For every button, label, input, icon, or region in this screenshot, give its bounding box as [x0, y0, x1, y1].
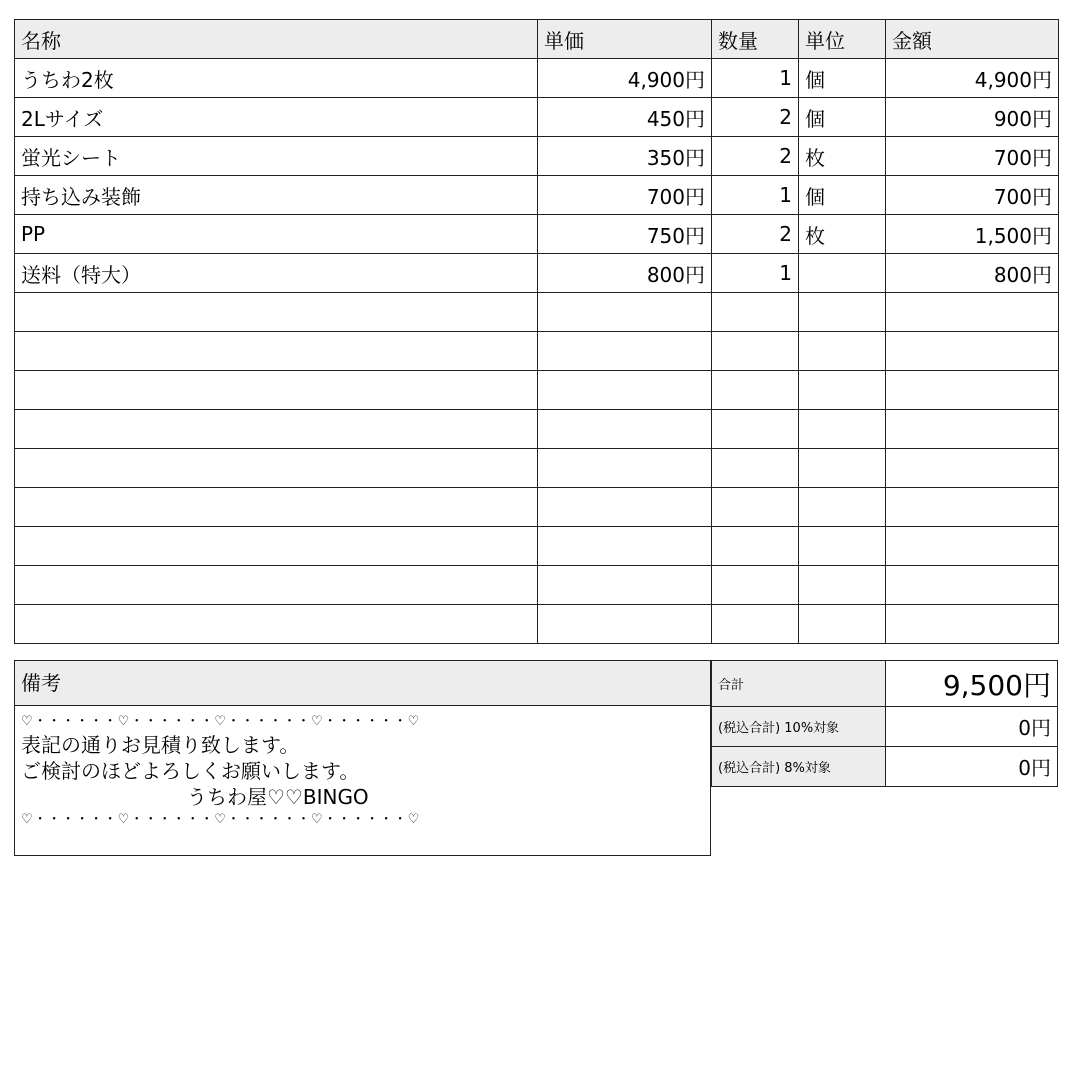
cell-unit: [799, 449, 886, 488]
cell-unit-price: [538, 605, 712, 644]
cell-name: 送料（特大）: [15, 254, 538, 293]
cell-unit: [799, 566, 886, 605]
cell-quantity: [712, 371, 799, 410]
table-row: [15, 293, 1059, 332]
table-row: [15, 137, 1059, 176]
cell-unit: 個: [799, 98, 886, 137]
cell-amount: 800円: [886, 254, 1059, 293]
remarks-line-2: ご検討のほどよろしくお願いします。: [21, 759, 360, 783]
cell-quantity: 1: [712, 254, 799, 293]
cell-unit: 枚: [799, 137, 886, 176]
cell-unit-price: 4,900円: [538, 59, 712, 98]
table-row: [15, 449, 1059, 488]
tax8-label: (税込合計) 8%対象: [712, 747, 886, 787]
tax10-label: (税込合計) 10%対象: [712, 707, 886, 747]
cell-amount: [886, 605, 1059, 644]
cell-amount: [886, 488, 1059, 527]
header-unit-price: 単価: [538, 20, 712, 59]
cell-name: [15, 293, 538, 332]
cell-amount: 4,900円: [886, 59, 1059, 98]
cell-unit: [799, 605, 886, 644]
cell-unit: 個: [799, 59, 886, 98]
total-label: 合計: [712, 661, 886, 707]
cell-name: [15, 527, 538, 566]
cell-unit-price: [538, 371, 712, 410]
cell-unit-price: [538, 449, 712, 488]
cell-unit: [799, 410, 886, 449]
remarks-line-1: 表記の通りお見積り致します。: [21, 733, 300, 757]
cell-quantity: [712, 293, 799, 332]
cell-name: [15, 449, 538, 488]
total-value: 9,500円: [886, 661, 1058, 707]
cell-unit: [799, 293, 886, 332]
tax8-value: 0円: [886, 747, 1058, 787]
cell-unit-price: [538, 527, 712, 566]
heart-divider-top: ♡・・・・・・♡・・・・・・♡・・・・・・♡・・・・・・♡: [21, 714, 421, 729]
cell-unit-price: 750円: [538, 215, 712, 254]
cell-quantity: [712, 605, 799, 644]
line-items-table: [14, 19, 1059, 644]
cell-name: うちわ2枚: [15, 59, 538, 98]
cell-amount: [886, 332, 1059, 371]
cell-unit-price: [538, 566, 712, 605]
table-row: [15, 176, 1059, 215]
cell-amount: [886, 527, 1059, 566]
summary-table: [711, 660, 1058, 787]
cell-name: [15, 410, 538, 449]
cell-amount: [886, 449, 1059, 488]
cell-unit-price: [538, 488, 712, 527]
cell-name: 2Lサイズ: [15, 98, 538, 137]
header-name: 名称: [15, 20, 538, 59]
header-row: [15, 20, 1059, 59]
tax10-row: [712, 707, 1058, 747]
cell-unit: [799, 254, 886, 293]
cell-name: [15, 566, 538, 605]
line-items-body: [15, 59, 1059, 644]
cell-unit: 個: [799, 176, 886, 215]
cell-unit-price: 450円: [538, 98, 712, 137]
table-row: [15, 605, 1059, 644]
cell-unit: [799, 371, 886, 410]
remarks-label: 備考: [14, 660, 711, 706]
cell-quantity: [712, 566, 799, 605]
cell-amount: 1,500円: [886, 215, 1059, 254]
cell-name: [15, 488, 538, 527]
cell-unit-price: [538, 332, 712, 371]
cell-quantity: [712, 449, 799, 488]
cell-quantity: [712, 488, 799, 527]
remarks-signature: うちわ屋♡♡BINGO: [187, 785, 369, 809]
cell-unit: [799, 332, 886, 371]
table-row: [15, 98, 1059, 137]
total-row: [712, 661, 1058, 707]
cell-unit-price: 800円: [538, 254, 712, 293]
cell-amount: [886, 371, 1059, 410]
remarks-box: [14, 660, 711, 856]
cell-quantity: 2: [712, 137, 799, 176]
cell-quantity: 2: [712, 215, 799, 254]
table-row: [15, 410, 1059, 449]
cell-unit-price: 350円: [538, 137, 712, 176]
header-amount: 金額: [886, 20, 1059, 59]
cell-name: 持ち込み装飾: [15, 176, 538, 215]
table-row: [15, 527, 1059, 566]
table-row: [15, 566, 1059, 605]
cell-amount: [886, 410, 1059, 449]
cell-name: [15, 371, 538, 410]
cell-amount: 700円: [886, 176, 1059, 215]
cell-name: [15, 332, 538, 371]
cell-unit: 枚: [799, 215, 886, 254]
cell-name: 蛍光シート: [15, 137, 538, 176]
table-row: [15, 254, 1059, 293]
table-row: [15, 332, 1059, 371]
remarks-body: [14, 706, 711, 856]
cell-quantity: [712, 332, 799, 371]
cell-unit-price: [538, 293, 712, 332]
cell-name: [15, 605, 538, 644]
cell-unit-price: [538, 410, 712, 449]
cell-quantity: 1: [712, 59, 799, 98]
cell-unit: [799, 527, 886, 566]
cell-amount: [886, 293, 1059, 332]
tax8-row: [712, 747, 1058, 787]
table-row: [15, 488, 1059, 527]
tax10-value: 0円: [886, 707, 1058, 747]
heart-divider-bottom: ♡・・・・・・♡・・・・・・♡・・・・・・♡・・・・・・♡: [21, 812, 421, 827]
cell-quantity: [712, 410, 799, 449]
cell-quantity: 1: [712, 176, 799, 215]
header-quantity: 数量: [712, 20, 799, 59]
cell-amount: [886, 566, 1059, 605]
cell-name: PP: [15, 215, 538, 254]
cell-quantity: [712, 527, 799, 566]
cell-amount: 700円: [886, 137, 1059, 176]
table-row: [15, 371, 1059, 410]
table-row: [15, 215, 1059, 254]
cell-unit: [799, 488, 886, 527]
header-unit: 単位: [799, 20, 886, 59]
cell-amount: 900円: [886, 98, 1059, 137]
cell-quantity: 2: [712, 98, 799, 137]
cell-unit-price: 700円: [538, 176, 712, 215]
table-row: [15, 59, 1059, 98]
